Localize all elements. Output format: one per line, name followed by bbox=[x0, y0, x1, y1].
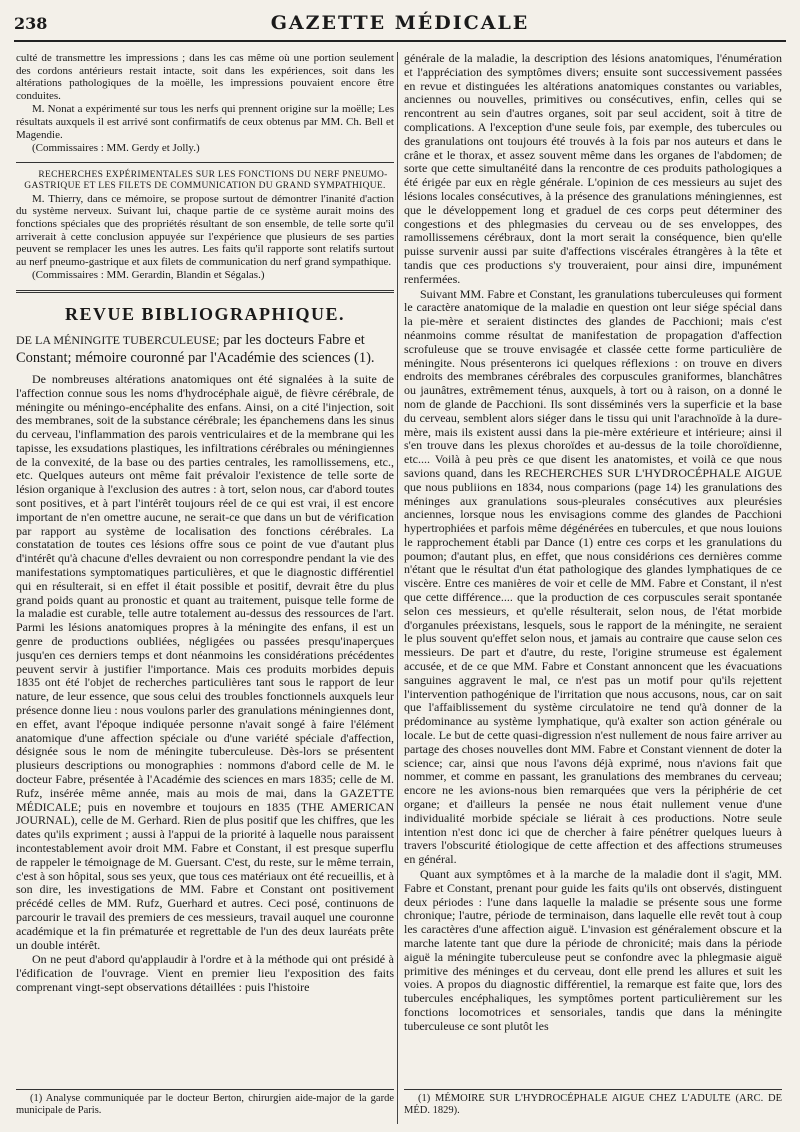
article-title-rest: par les docteurs Fabre et Constant; mémoire couronné par l'Académie des sciences (1). bbox=[16, 331, 375, 366]
body-paragraph: Quant aux symptômes et à la marche de la maladie dont il s'agit, MM. Fabre et Constant, prenant pour guide les faits qu'ils ont observés, distinguent deux périodes : l'une dans laquelle la maladie se présente sous une forme chronique; l'autre, période de terminaison, dans laquelle elle revêt tout à coup les caractères d'une affection aiguë. L'invasion est généralement obscure et la marche latente tant que dure la période de chronicité; mais dans la période aiguë la méningite tuberculeuse peut se confondre avec la phlegmasie aiguë primitive des méninges et du cerveau, dont elle prend les allures et suit les voies. A propos du diagnostic différentiel, la remarque est faite que, lors des tubercules encéphaliques, les symptômes portent particulièrement sur les fonctions locomotrices et sensoriales, tandis que dans la méningite tuberculeuse ce sont plutôt les bbox=[404, 867, 782, 1033]
section-title: REVUE BIBLIOGRAPHIQUE. bbox=[64, 303, 346, 324]
body-paragraph: générale de la maladie, la description des lésions anatomiques, l'énumération et l'appréciation des symptômes divers; ensuite sont successivement passées en revue et distinguées les altérations anatomiques constantes ou variables, anciennes ou nouvelles, primitives ou consécutives, enfin, celles qui se rencontrent au sein d'autres organes, soit par seul accident, soit à titre de complications. A l'exception d'une seule fois, par exemple, des tubercules ou des granulations ont toujours été trouvés à la fois par nos auteurs et dans le crâne et le thorax, et assez souvent même dans les organes de l'abdomen; de sorte que cette simultanéité dans la rencontre de ces produits pathologiques a été érigée par eux en règle générale. L'opinion de ces messieurs au sujet des lésions locales consécutives, à la présence des granulations méningiennes, est que le développement long et graduel de ces corps peut déterminer des congestions et des phlegmasies du cerveau ou de ses enveloppes, des ramollissemens cérébraux, dont la mort serait la conséquence, bien qu'elle puisse survenir aussi par suite d'affections viscérales étrangères à la tête et tandis que ces productions s'y trouveraient, pour ainsi dire, impunément renfermées. bbox=[404, 52, 782, 286]
article-title-lead: DE LA MÉNINGITE TUBERCULEUSE; bbox=[16, 332, 220, 347]
footnote: (1) MÉMOIRE SUR L'HYDROCÉPHALE AIGUE CHEZ L'ADULTE (ARC. DE MÉD. 1829). bbox=[404, 1093, 782, 1116]
right-column bbox=[404, 52, 782, 1124]
nonat-paragraph: M. Nonat a expérimenté sur tous les nerfs qui prennent origine sur la moëlle; Les résultats auxquels il est arrivé sont confirmatifs de ceux obtenus par MM. Ch. Bell et Magendie. bbox=[16, 103, 394, 141]
masthead bbox=[14, 10, 786, 42]
continued-paragraph: culté de transmettre les impressions ; dans les cas même où une portion seulement des cordons antérieurs restait intacte, soit dans les expériences, soit dans les altérations pathologiques de la moëlle, les impressions pouvaient encore être conduites. bbox=[16, 52, 394, 102]
body-paragraph: On ne peut d'abord qu'applaudir à l'ordre et à la méthode qui ont présidé à l'édification de l'ouvrage. Vient en premier lieu l'exposition des faits comprenant vingt-sept observations détaillées : puis l'histoire bbox=[16, 952, 394, 994]
thierry-paragraph: M. Thierry, dans ce mémoire, se propose surtout de démontrer l'inanité d'action du système nerveux. Suivant lui, chaque partie de ce système aurait moins des fonctions spéciales que des propriétés résultant de son ensemble, de telle sorte qu'il arriverait à cette conclusion appuyée sur l'expérience que plusieurs de ses parties peuvent se remplacer les unes les autres. Les faits qu'il rapporte sont relatifs surtout au nerf pneumo-gastrique et aux filets de communication du nerf grand sympathique. bbox=[16, 192, 394, 268]
body-paragraph: De nombreuses altérations anatomiques ont été signalées à la suite de l'affection connue sous les noms d'hydrocéphale aiguë, de fièvre cérébrale, de méningite ou méningo-encéphalite des enfans. Ainsi, on a cité l'injection, soit des membranes, soit de la substance cérébrale; les épanchemens dans les sinus du cerveau, l'inflammation des parois ventriculaires et de la membrane qui les tapisse, les exsudations plastiques, les infiltrations cérébrales ou méningiennes de la convexité, de la base ou des parties centrales, les ramollissemens, etc., etc. Quelques auteurs ont même fait prévaloir l'existence de telle sorte de lésion organique à l'exclusion des autres : à tort, selon nous, car d'abord toutes sont positives, et à part l'intérêt toujours réel de ce qui est vrai, il est encore important de n'en omettre aucune, ne serait-ce que dans un but de vérification par rapport au système de localisation des fonctions cérébrales. La constatation de toutes ces lésions offre sous ce point de vue d'autant plus d'intérêt qu'à chacune d'elles devraient ou non correspondre pendant la vie des manifestations symptomatiques particulières, et que le diagnostic différentiel qui en résulterait, si en effet il était possible et positif, devrait être du plus grand poids quant au pronostic et quant au traitement, puisque telle forme de la maladie est curable, telle autre totalement au-dessus des ressources de l'art. Parmi les lésions anatomiques propres à la méningite des enfans, il est un genre de productions oubliées, négligées ou passées presqu'inaperçues jusqu'en ces derniers temps et dont néanmoins les considérations précédentes peuvent servir à justifier l'importance. Mais ces produits morbides depuis 1835 ont été l'objet de recherches particulières tant sous le rapport de leur nature, de leur essence, que sous celui des troubles fonctionnels auxquels leur présence donne lieu : nous voulons parler des granulations méningiennes dont, en effet, avant l'époque indiquée personne n'avait songé à faire l'élément anatomique d'une affection spéciale ou d'une variété spéciale d'affection, désignée sous le nom de méningite tuberculeuse. Dès-lors se présentent plusieurs descriptions ou monographies : nommons d'abord celle de M. le docteur Fabre, présentée à l'Académie des sciences en mars 1835; celle de M. Rufz, insérée même année, mais au mois de mai, dans la GAZETTE MÉDICALE; puis en novembre et toujours en 1835 (THE AMERICAN JOURNAL), celle de M. Gerhard. Rien de plus positif que les chiffres, que les dates qu'ils expriment ; aussi à l'appui de la priorité à laquelle nous paraissent incontestablement avoir droit MM. Fabre et Constant, il est presque superflu de rappeler le témoignage de M. Guersant. C'est, du reste, sur le même terrain, c'est à son hôpital, sous ses yeux, que tous ces matériaux ont été recueillis, et à son dire, les investigations de MM. Fabre et Constant ont positivement précédé celles de MM. Rufz, Guerhard et autres. Ceci posé, continuons de parcourir le travail des premiers de ces messieurs, travail auquel une couronne académique et la fin prématurée et regrettable de l'un des deux lauréats prête un double intérêt. bbox=[16, 371, 394, 952]
section-divider bbox=[16, 290, 394, 293]
footnote-area bbox=[16, 1089, 394, 1118]
footnote-area bbox=[404, 1089, 782, 1118]
footnote: (1) Analyse communiquée par le docteur Berton, chirurgien aide-major de la garde municipale de Paris. bbox=[16, 1093, 394, 1116]
commission-note-2: (Commissaires : MM. Gerardin, Blandin et Ségalas.) bbox=[32, 269, 265, 282]
page-number: 238 bbox=[14, 14, 48, 33]
journal-title: GAZETTE MÉDICALE bbox=[270, 12, 530, 34]
divider bbox=[16, 162, 394, 163]
research-heading: RECHERCHES EXPÉRIMENTALES SUR LES FONCTIONS DU NERF PNEUMO-GASTRIQUE ET LES FILETS DE COMMUNICATION DU GRAND SYMPATHIQUE. bbox=[24, 169, 388, 191]
column-rule bbox=[397, 52, 398, 1124]
body-paragraph: Suivant MM. Fabre et Constant, les granulations tuberculeuses qui forment le caractère anatomique de la maladie en question ont leur siége spécial dans la pie-mère et seraient distinctes des glandes de Pacchioni; mais c'est néanmoins comme résultat de manifestation de propagation d'affection scrofuleuse que se trouve envisagée et classée cette forme particulière de méningite. Nous présenterons ici quelques réflexions : on trouve en divers endroits des membranes cérébrales des corpuscules graniformes, blanchâtres ou jaunâtres, extrêmement ténus, auxquels, à tort ou à raison, on a donné le nom de glande de Pacchioni. Ils sont disséminés vers la superficie et la base du cerveau, semblent alors siéger dans le tissu qui unit l'arachnoïde à la dure-mère, mais ils existent aussi dans la pie-mère extérieure et intérieure; ainsi il s'en trouve dans les plexus choroïdes et au-dessus de la toile choroïdienne, etc.... Voilà à peu près ce que disent les anatomistes, et voilà ce que nous savions quand, dans les RECHERCHES SUR L'HYDROCÉPHALE AIGUE que nous publiions en 1834, nous comparions (page 14) les granulations des méninges aux granulations sous-pleurales consécutives aux pleurésies anciennes, lorsque nous les envisagions comme des glandes de Pacchioni hypertrophiées et parfois même dégénérées en tubercules, et que nous louions le rapprochement établi par Dance (1) entre ces corps et les granulations du poumon; d'autant plus, en effet, que nous considérions ces dernières comme n'étant que le résultat d'un état pathologique des glandes lymphatiques de ce viscère. Entre ces manières de voir et celle de MM. Fabre et Constant, il n'est que cette différence.... que la production de ces corpuscules serait spontanée selon ces messieurs, et qu'elle résulterait, selon nous, de l'état morbide d'organules préexistans, lesquels, sous le rapport de la méningite, ne seraient le plus souvent qu'effet selon nous, et jamais au contraire que cause selon ces messieurs. De part et d'autre, du reste, l'origine strumeuse est également accusée, et de ce que MM. Fabre et Constant annoncent que les évacuations sanguines aggravent le mal, ce n'est pas un motif pour qu'ils rejettent l'intervention pathogénique de l'irritation que nous accusons, nous, car on sait que l'affaiblissement du système circulatoire ne tend qu'à donner de la prédominance au système lymphatique, qu'à exalter son action générale ou locale. Le but de cette quasi-digression n'est nullement de nous faire arriver au partage des choses nouvelles dont MM. Fabre et Constant viennent de doter la science; car, ainsi que nous l'avons déjà exprimé, nous n'avions fait que nommer, et comme en passant, les granulations des membranes du cerveau; encore ne les avions-nous bien remarquées que vers la périphérie de cet organe; et d'ailleurs la pensée ne nous était nullement venue d'une individualité morbide spéciale se liérait à ces productions. Notre seule intention n'est donc ici que de chercher à faire pénétrer quelques lueurs à travers l'obscurité étiologique de cette affection et des affections strumeuses en général. bbox=[404, 286, 782, 867]
commission-note-1: (Commissaires : MM. Gerdy et Jolly.) bbox=[32, 142, 200, 155]
left-column bbox=[16, 52, 394, 1124]
article-title bbox=[16, 331, 394, 367]
